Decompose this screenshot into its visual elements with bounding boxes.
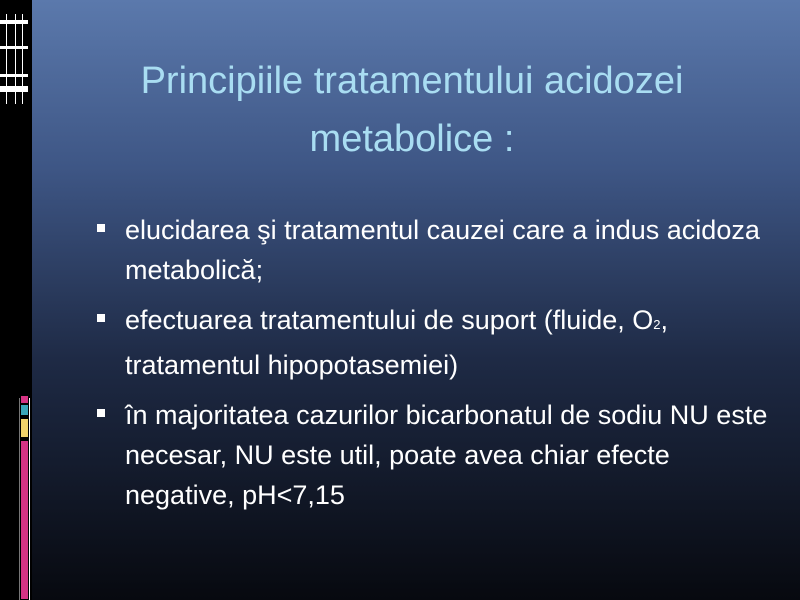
decorative-bar-pink: [21, 396, 28, 403]
slide-title: Principiile tratamentului acidozei metabolice :: [140, 60, 684, 160]
bullet-text: [125, 305, 668, 380]
bullet-text-part: , tratamentul hipopotasemiei): [125, 305, 669, 380]
decorative-line: [15, 14, 16, 104]
decorative-bar-yellow: [21, 419, 28, 437]
bullet-list: [95, 210, 775, 525]
decorative-line: [0, 86, 28, 92]
subscript: 2: [653, 317, 661, 332]
bullet-item: [95, 300, 775, 385]
decorative-line: [22, 14, 23, 104]
bullet-item: [95, 210, 775, 290]
slide-content: [32, 0, 800, 600]
bullet-square-icon: [97, 224, 105, 232]
decorative-line: [0, 20, 28, 24]
bullet-square-icon: [97, 409, 105, 417]
decorative-line: [19, 398, 20, 600]
decorative-line: [29, 398, 30, 600]
bullet-text-part: efectuarea tratamentului de suport (fluide, O: [125, 305, 654, 335]
left-decoration-strip: [0, 0, 32, 600]
decorative-line: [0, 46, 28, 49]
bullet-item: [95, 395, 775, 515]
decorative-bar-teal: [21, 405, 28, 415]
decorative-line: [6, 14, 7, 104]
decorative-bar-pink: [21, 441, 28, 599]
bullet-square-icon: [97, 314, 105, 322]
bullet-text: elucidarea şi tratamentul cauzei care a indus acidoza metabolică;: [125, 215, 760, 285]
bullet-text: în majoritatea cazurilor bicarbonatul de sodiu NU este necesar, NU este util, poate avea chiar efecte negative, pH<7,15: [125, 400, 768, 510]
decorative-line: [0, 74, 28, 77]
